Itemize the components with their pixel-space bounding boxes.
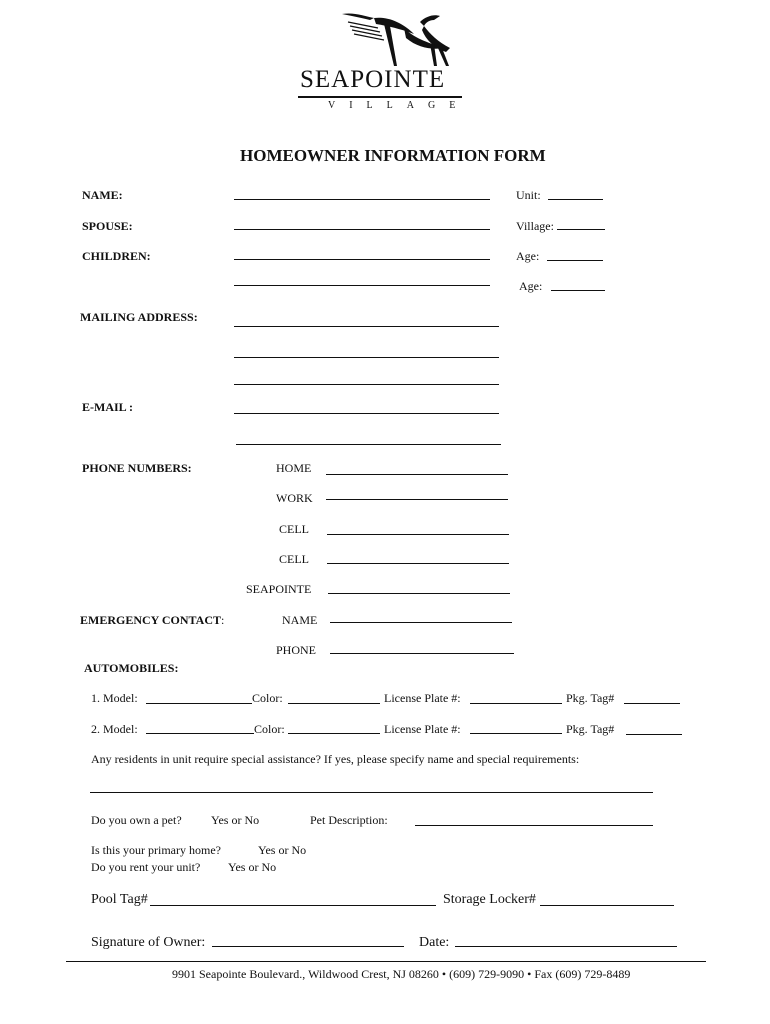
logo-wordmark: SEAPOINTE	[300, 66, 446, 93]
heron-logo-graphic	[334, 8, 459, 68]
signature-label: Signature of Owner:	[91, 935, 206, 950]
rent-yes-no[interactable]: Yes or No	[228, 860, 277, 874]
age-field-1[interactable]	[547, 260, 603, 261]
cell-phone-label-2: CELL	[279, 552, 309, 566]
storage-locker-label: Storage Locker#	[443, 892, 536, 907]
village-label: Village:	[516, 219, 554, 233]
work-phone-label: WORK	[276, 491, 313, 505]
auto2-model-field[interactable]	[146, 733, 254, 734]
village-field[interactable]	[557, 229, 605, 230]
storage-locker-field[interactable]	[540, 905, 674, 906]
unit-field[interactable]	[548, 199, 603, 200]
automobiles-label: AUTOMOBILES:	[84, 661, 179, 675]
auto1-plate-field[interactable]	[470, 703, 562, 704]
auto1-plate-label: License Plate #:	[384, 691, 461, 705]
auto2-color-label: Color:	[254, 722, 285, 736]
auto2-model-label: 2. Model:	[91, 722, 138, 736]
special-assistance-field[interactable]	[90, 792, 653, 793]
pet-yes-no[interactable]: Yes or No	[211, 813, 260, 827]
footer-address: 9901 Seapointe Boulevard., Wildwood Crest, NJ 08260 • (609) 729-9090 • Fax (609) 729-8489	[172, 967, 631, 981]
work-phone-field[interactable]	[326, 499, 508, 500]
emergency-name-field[interactable]	[330, 622, 512, 623]
spouse-label: SPOUSE:	[82, 219, 133, 233]
primary-home-question: Is this your primary home?	[91, 843, 221, 857]
emergency-name-label: NAME	[282, 613, 318, 627]
pool-tag-field[interactable]	[150, 905, 436, 906]
phone-numbers-label: PHONE NUMBERS:	[82, 461, 192, 475]
auto1-pkg-label: Pkg. Tag#	[566, 691, 615, 705]
children-field-1[interactable]	[234, 259, 490, 260]
unit-label: Unit:	[516, 188, 541, 202]
auto2-pkg-field[interactable]	[626, 734, 682, 735]
footer-rule	[66, 961, 706, 962]
mailing-address-label: MAILING ADDRESS:	[80, 310, 198, 324]
pet-description-label: Pet Description:	[310, 813, 388, 827]
auto1-model-label: 1. Model:	[91, 691, 138, 705]
emergency-phone-label: PHONE	[276, 643, 317, 657]
auto1-pkg-field[interactable]	[624, 703, 680, 704]
home-phone-label: HOME	[276, 461, 312, 475]
auto2-plate-label: License Plate #:	[384, 722, 461, 736]
logo-underline	[298, 96, 462, 98]
special-assistance-question: Any residents in unit require special assistance? If yes, please specify name and special requirements:	[91, 752, 580, 766]
auto2-plate-field[interactable]	[470, 733, 562, 734]
pet-description-field[interactable]	[415, 825, 653, 826]
email-field-1[interactable]	[234, 413, 499, 414]
pool-tag-label: Pool Tag#	[91, 892, 148, 907]
date-field[interactable]	[455, 946, 677, 947]
children-label: CHILDREN:	[82, 249, 151, 263]
age-label-1: Age:	[516, 249, 540, 263]
cell-phone-field-1[interactable]	[327, 534, 509, 535]
spouse-field[interactable]	[234, 229, 490, 230]
seapointe-phone-label: SEAPOINTE	[246, 582, 312, 596]
name-label: NAME:	[82, 188, 123, 202]
date-label: Date:	[419, 935, 450, 950]
seapointe-phone-field[interactable]	[328, 593, 510, 594]
signature-field[interactable]	[212, 946, 404, 947]
home-phone-field[interactable]	[326, 474, 508, 475]
rent-question: Do you rent your unit?	[91, 860, 201, 874]
auto1-color-field[interactable]	[288, 703, 380, 704]
auto2-color-field[interactable]	[288, 733, 380, 734]
children-field-2[interactable]	[234, 285, 490, 286]
primary-home-yes-no[interactable]: Yes or No	[258, 843, 307, 857]
auto1-model-field[interactable]	[146, 703, 252, 704]
email-label: E-MAIL :	[82, 400, 133, 414]
cell-phone-field-2[interactable]	[327, 563, 509, 564]
form-title: HOMEOWNER INFORMATION FORM	[240, 146, 546, 165]
cell-phone-label-1: CELL	[279, 522, 309, 536]
email-field-2[interactable]	[236, 444, 501, 445]
auto1-color-label: Color:	[252, 691, 283, 705]
logo-tagline: VILLAGE	[328, 100, 470, 111]
mailing-address-field-1[interactable]	[234, 326, 499, 327]
age-label-2: Age:	[519, 279, 543, 293]
emergency-contact-label: EMERGENCY CONTACT:	[80, 613, 225, 627]
age-field-2[interactable]	[551, 290, 605, 291]
mailing-address-field-2[interactable]	[234, 357, 499, 358]
pet-question: Do you own a pet?	[91, 813, 182, 827]
mailing-address-field-3[interactable]	[234, 384, 499, 385]
name-field[interactable]	[234, 199, 490, 200]
emergency-phone-field[interactable]	[330, 653, 514, 654]
auto2-pkg-label: Pkg. Tag#	[566, 722, 615, 736]
